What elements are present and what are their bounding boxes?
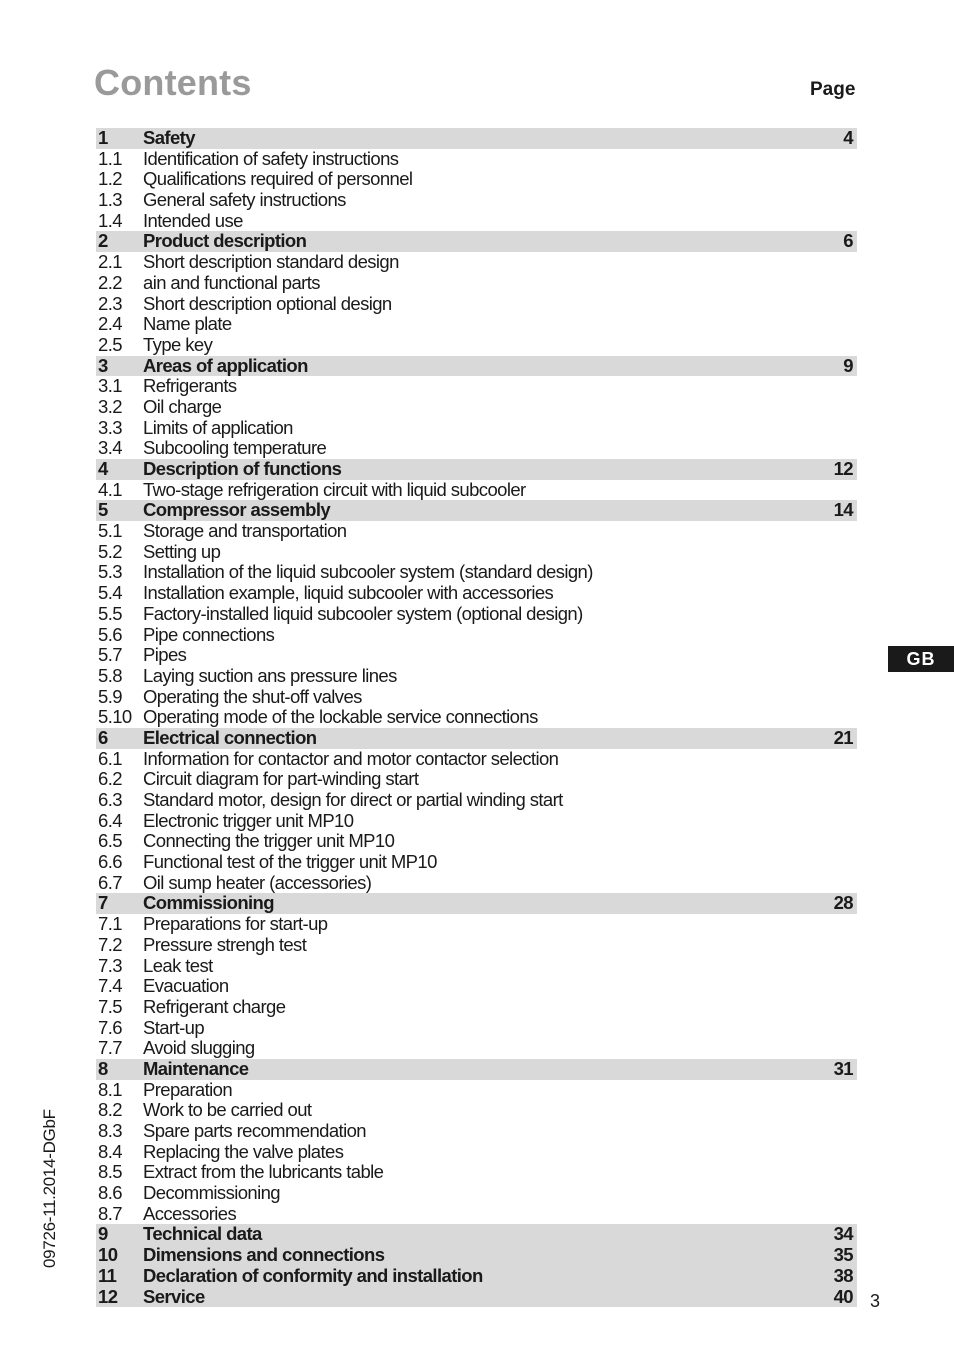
toc-title: Evacuation [143,975,229,997]
toc-title: Qualifications required of personnel [143,168,413,190]
toc-number: 7.3 [98,954,122,976]
toc-section-row [96,935,857,956]
toc-page-number: 40 [833,1285,853,1307]
toc-title: Information for contactor and motor contactor selection [143,747,559,769]
toc-title: Product description [143,230,307,252]
toc-title: Accessories [143,1202,237,1224]
toc-section-row [96,294,857,315]
toc-number: 7.5 [98,995,122,1017]
toc-chapter-row [96,1059,857,1080]
toc-section-row [96,397,857,418]
toc-chapter-row [96,1245,857,1266]
toc-number: 10 [98,1244,118,1266]
toc-title: Standard motor, design for direct or partial winding start [143,789,563,810]
toc-title: Avoid slugging [143,1037,255,1059]
toc-number: 1 [98,127,108,148]
toc-title: Circuit diagram for part-winding start [143,768,419,790]
toc-number: 3.2 [98,395,122,417]
toc-title: Limits of application [143,416,293,438]
toc-section-row [96,149,857,170]
toc-page-number: 34 [833,1223,853,1245]
toc-number: 7.6 [98,1016,122,1038]
toc-page-number: 21 [833,726,853,748]
toc-section-row [96,1183,857,1204]
toc-number: 6.4 [98,809,122,831]
toc-section-row [96,831,857,852]
toc-title: Service [143,1285,205,1307]
toc-section-row [96,811,857,832]
toc-number: 5.4 [98,582,122,604]
toc-title: Pipe connections [143,623,275,645]
toc-section-row [96,707,857,728]
toc-number: 7.2 [98,933,122,955]
toc-section-row [96,1204,857,1225]
toc-section-row [96,542,857,563]
toc-title: Commissioning [143,892,274,914]
toc-number: 6.5 [98,830,122,852]
toc-number: 5.5 [98,602,122,624]
toc-section-row [96,956,857,977]
toc-number: 1.3 [98,189,122,211]
toc-title: Work to be carried out [143,1099,312,1121]
toc-chapter-row [96,356,857,377]
toc-number: 2.5 [98,333,122,355]
toc-number: 5.6 [98,623,122,645]
page-title: Contents [94,62,252,103]
toc-number: 7 [98,892,108,914]
toc-title: General safety instructions [143,189,346,211]
toc-number: 3.3 [98,416,122,438]
toc-number: 2.3 [98,292,122,314]
toc-number: 5 [98,499,108,521]
toc-section-row [96,976,857,997]
toc-title: Declaration of conformity and installation [143,1264,483,1286]
toc-section-row [96,873,857,894]
toc-number: 8.6 [98,1182,122,1204]
toc-number: 8 [98,1057,108,1079]
toc-title: Connecting the trigger unit MP10 [143,830,395,852]
toc-section-row [96,790,857,811]
toc-number: 1.1 [98,147,122,169]
page-number: 3 [870,1291,881,1311]
toc-title: Oil charge [143,395,222,417]
toc-title: ain and functional parts [143,271,320,293]
toc-section-row [96,562,857,583]
toc-section-row [96,1142,857,1163]
toc-title: Decommissioning [143,1182,280,1204]
toc-title: Safety [143,127,195,148]
toc-section-row [96,583,857,604]
toc-title: Replacing the valve plates [143,1140,344,1162]
toc-section-row [96,438,857,459]
toc-number: 2.1 [98,251,122,273]
toc-section-row [96,749,857,770]
toc-section-row [96,604,857,625]
toc-title: Maintenance [143,1057,249,1079]
toc-section-row [96,211,857,232]
toc-title: Technical data [143,1223,262,1245]
toc-title: Refrigerants [143,375,237,397]
toc-title: Electrical connection [143,726,317,748]
toc-title: Setting up [143,540,221,562]
toc-section-row [96,645,857,666]
toc-chapter-row [96,893,857,914]
toc-section-row [96,625,857,646]
toc-title: Oil sump heater (accessories) [143,871,372,893]
toc-title: Operating mode of the lockable service connections [143,706,538,728]
toc-title: Refrigerant charge [143,995,286,1017]
toc-number: 6 [98,726,108,748]
toc-number: 1.2 [98,168,122,190]
toc-title: Pipes [143,644,187,666]
toc-number: 6.2 [98,768,122,790]
toc-number: 8.5 [98,1161,122,1183]
toc-section-row [96,169,857,190]
toc-number: 5.1 [98,520,122,542]
toc-number: 5.2 [98,540,122,562]
toc-title: Type key [143,333,213,355]
toc-title: Installation of the liquid subcooler system (standard design) [143,561,593,583]
toc-number: 3.1 [98,375,122,397]
toc-number: 7.4 [98,975,122,997]
toc-section-row [96,376,857,397]
toc-chapter-row [96,1224,857,1245]
toc-section-row [96,273,857,294]
table-of-contents [96,128,857,1307]
toc-page-number: 14 [833,499,853,521]
toc-title: Name plate [143,313,232,335]
toc-number: 5.3 [98,561,122,583]
toc-number: 3 [98,354,108,376]
toc-title: Preparation [143,1078,233,1100]
toc-section-row [96,314,857,335]
toc-title: Operating the shut-off valves [143,685,362,707]
toc-number: 9 [98,1223,108,1245]
toc-number: 6.7 [98,871,122,893]
document-code: 09726-11.2014-DGbF [40,1109,59,1268]
toc-title: Identification of safety instructions [143,147,399,169]
toc-section-row [96,1080,857,1101]
toc-title: Preparations for start-up [143,913,328,935]
toc-number: 6.1 [98,747,122,769]
toc-section-row [96,335,857,356]
toc-chapter-row [96,128,857,149]
toc-title: Compressor assembly [143,499,331,521]
toc-title: Two-stage refrigeration circuit with liquid subcooler [143,478,526,500]
toc-section-row [96,997,857,1018]
toc-title: Start-up [143,1016,205,1038]
toc-number: 2.2 [98,271,122,293]
toc-page-number: 31 [833,1057,853,1079]
toc-number: 4 [98,458,108,479]
toc-title: Description of functions [143,458,342,479]
toc-number: 8.2 [98,1099,122,1121]
toc-number: 5.7 [98,644,122,666]
toc-title: Short description standard design [143,251,399,273]
toc-section-row [96,418,857,439]
toc-title: Pressure strengh test [143,933,307,955]
toc-number: 6.6 [98,851,122,873]
toc-page-number: 28 [833,892,853,914]
toc-title: Extract from the lubricants table [143,1161,384,1183]
toc-chapter-row [96,500,857,521]
toc-number: 8.3 [98,1120,122,1141]
toc-page-number: 38 [833,1264,853,1286]
toc-page-number: 35 [833,1244,853,1266]
toc-page-number: 9 [843,354,853,376]
toc-number: 8.7 [98,1202,122,1224]
toc-title: Factory-installed liquid subcooler system (optional design) [143,602,583,624]
toc-title: Areas of application [143,354,308,376]
language-tab: GB [888,646,954,672]
toc-chapter-row [96,231,857,252]
toc-number: 2.4 [98,313,122,335]
toc-number: 7.7 [98,1037,122,1059]
toc-number: 5.10 [98,706,132,728]
toc-title: Intended use [143,209,243,231]
toc-section-row [96,687,857,708]
toc-number: 7.1 [98,913,122,935]
toc-page-number: 4 [843,127,853,148]
toc-number: 8.4 [98,1140,122,1162]
toc-title: Electronic trigger unit MP10 [143,809,354,831]
toc-section-row [96,1100,857,1121]
toc-section-row [96,914,857,935]
toc-number: 5.9 [98,685,122,707]
toc-number: 8.1 [98,1078,122,1100]
toc-section-row [96,1121,857,1142]
toc-number: 11 [98,1264,117,1286]
toc-number: 3.4 [98,437,122,459]
toc-section-row [96,1038,857,1059]
toc-section-row [96,769,857,790]
toc-section-row [96,1162,857,1183]
toc-chapter-row [96,728,857,749]
toc-title: Storage and transportation [143,520,347,542]
toc-chapter-row [96,459,857,480]
toc-chapter-row [96,1287,857,1308]
toc-title: Leak test [143,954,213,976]
toc-section-row [96,852,857,873]
toc-section-row [96,190,857,211]
toc-section-row [96,480,857,501]
toc-number: 2 [98,230,108,252]
toc-number: 6.3 [98,789,122,810]
toc-number: 1.4 [98,209,122,231]
toc-number: 5.8 [98,664,122,686]
toc-title: Laying suction ans pressure lines [143,664,397,686]
toc-title: Functional test of the trigger unit MP10 [143,851,437,873]
toc-title: Dimensions and connections [143,1244,385,1266]
toc-number: 12 [98,1285,118,1307]
toc-chapter-row [96,1266,857,1287]
toc-title: Installation example, liquid subcooler with accessories [143,582,554,604]
toc-section-row [96,666,857,687]
toc-title: Subcooling temperature [143,437,327,459]
toc-page-number: 6 [843,230,853,252]
toc-page-number: 12 [833,458,853,479]
toc-section-row [96,521,857,542]
toc-title: Spare parts recommendation [143,1120,366,1141]
toc-section-row [96,1018,857,1039]
page-column-header: Page [810,79,856,100]
toc-title: Short description optional design [143,292,392,314]
toc-number: 4.1 [98,478,122,500]
toc-section-row [96,252,857,273]
